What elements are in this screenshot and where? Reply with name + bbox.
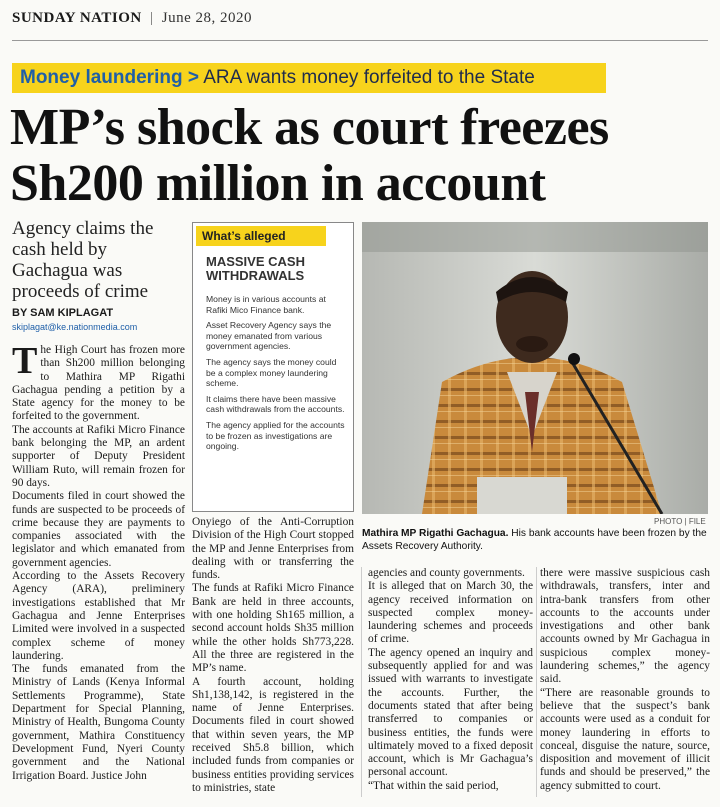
photo-credit: PHOTO | FILE <box>654 517 706 526</box>
photo-illustration <box>362 222 708 514</box>
publication-name: SUNDAY NATION <box>12 10 142 26</box>
headline-line-2: Sh200 million in account <box>10 155 546 212</box>
caption-text: His bank accounts have been frozen by the Assets Recovery Authority. <box>362 528 707 552</box>
paragraph: The funds at Rafiki Micro Finance Bank are held in three accounts, with one holding Sh165 million, a second account holds Sh35 million while the other holds Sh773,228. All the three are registered in the MP’s name. <box>192 582 354 675</box>
column-divider <box>536 567 537 797</box>
section-kicker <box>12 63 606 93</box>
body-column-4 <box>540 567 710 793</box>
paragraph: there were massive suspicious cash withdrawals, transfers, inter and intra-bank transfers from other accounts to the accounts under investigations and other bank accounts owned by Mr Gachagua in suspicious complex money-laundering schemes,” the agency said. <box>540 567 710 686</box>
sidebar-point: Asset Recovery Agency says the money emanated from various government agencies. <box>206 320 332 352</box>
paragraph: Documents filed in court showed the funds are suspected to be proceeds of crime because they are payments to companies associated with the legislator and which emanated from government agencies. <box>12 490 185 569</box>
publication-date: June 28, 2020 <box>161 10 252 26</box>
sidebar-title: MASSIVE CASH WITHDRAWALS <box>206 254 305 283</box>
paragraph: According to the Assets Recovery Agency (ARA), preliminery investigations established that Mr Gachagua and Jenne Enterprises Limited were involved in a suspected complex scheme of money laundering. <box>12 570 185 662</box>
paragraph: “That within the said period, <box>368 779 499 792</box>
paragraph: “There are reasonable grounds to believe that the suspect’s bank accounts were used as a conduit for money laundering in efforts to conceal, disguise the nature, source, disposition and movement of illicit funds and should be preserved,” the agency submitted to court. <box>540 686 710 792</box>
masthead <box>12 10 252 27</box>
sidebar-point: Money is in various accounts at Rafiki Mico Finance bank. <box>206 294 326 315</box>
kicker-section: Money laundering > <box>20 67 199 88</box>
paragraph: A fourth account, holding Sh1,138,142, is registered in the name of Jenne Enterprises. Documents filed in court showed that within seven years, the MP received Sh5.8 billion, which included funds from companies or business entities providing services to ministries, state <box>192 675 354 794</box>
body-column-2 <box>192 516 354 795</box>
caption-lead: Mathira MP Rigathi Gachagua. <box>362 528 509 539</box>
masthead-rule <box>12 40 708 41</box>
paragraph: The High Court has frozen more than Sh200 million belonging to Mathira MP Rigathi Gachagua pending a petition by a State agency for the money to be forfeited to the government. <box>12 340 185 423</box>
photo-caption <box>362 527 708 553</box>
subheadline: Agency claims the cash held by Gachagua was proceeds of crime <box>12 218 154 302</box>
kicker-topic: ARA wants money forfeited to the State <box>203 67 535 88</box>
paragraph: The accounts at Rafiki Micro Finance bank belonging the MP, an ardent supporter of Deputy President William Ruto, will remain frozen for 90 days. <box>12 423 185 489</box>
body-column-1 <box>12 340 185 783</box>
sidebar-tab: What’s alleged <box>196 226 326 246</box>
drop-cap: T <box>12 340 38 382</box>
author-email: skiplagat@ke.nationmedia.com <box>12 322 138 332</box>
paragraph: It is alleged that on March 30, the agency received information on suspected complex money-laundering schemes and proceeds of crime. <box>368 580 533 646</box>
paragraph: Onyiego of the Anti-Corruption Division of the High Court stopped the MP and Jenne Enterprises from dealing with or transferring the funds. <box>192 516 354 582</box>
sidebar-point: It claims there have been massive cash withdrawals from the accounts. <box>206 393 345 415</box>
paragraph: The funds emanated from the Ministry of Lands (Kenya Informal Settlements Programme), State Department for Special Planning, Ministry of Health, Bungoma County government, Mathira Constituency Development Fund, Nyeri County government and the National Irrigation Board. Justice John <box>12 663 185 782</box>
masthead-separator: | <box>149 10 154 26</box>
sidebar-point: The agency says the money could be a complex money laundering scheme. <box>206 356 337 389</box>
body-column-3 <box>368 567 533 793</box>
headline-line-1: MP’s shock as court freezes <box>10 99 609 156</box>
sidebar-body <box>206 294 346 457</box>
headline <box>10 100 710 212</box>
column-divider <box>361 567 362 797</box>
paragraph: agencies and county governments. <box>368 567 525 579</box>
byline: BY SAM KIPLAGAT <box>12 307 114 319</box>
news-photo <box>362 222 708 514</box>
paragraph: The agency opened an inquiry and subsequently applied for and was issued with warrants to investigate the accounts. Further, the documents stated that after being transferred to companies or business entities, the funds were ultimately moved to a fixed deposit account, which is Mr Gachagua’s personal account. <box>368 646 533 779</box>
sidebar-point: The agency applied for the accounts to be frozen as investigations are ongoing. <box>206 419 345 452</box>
